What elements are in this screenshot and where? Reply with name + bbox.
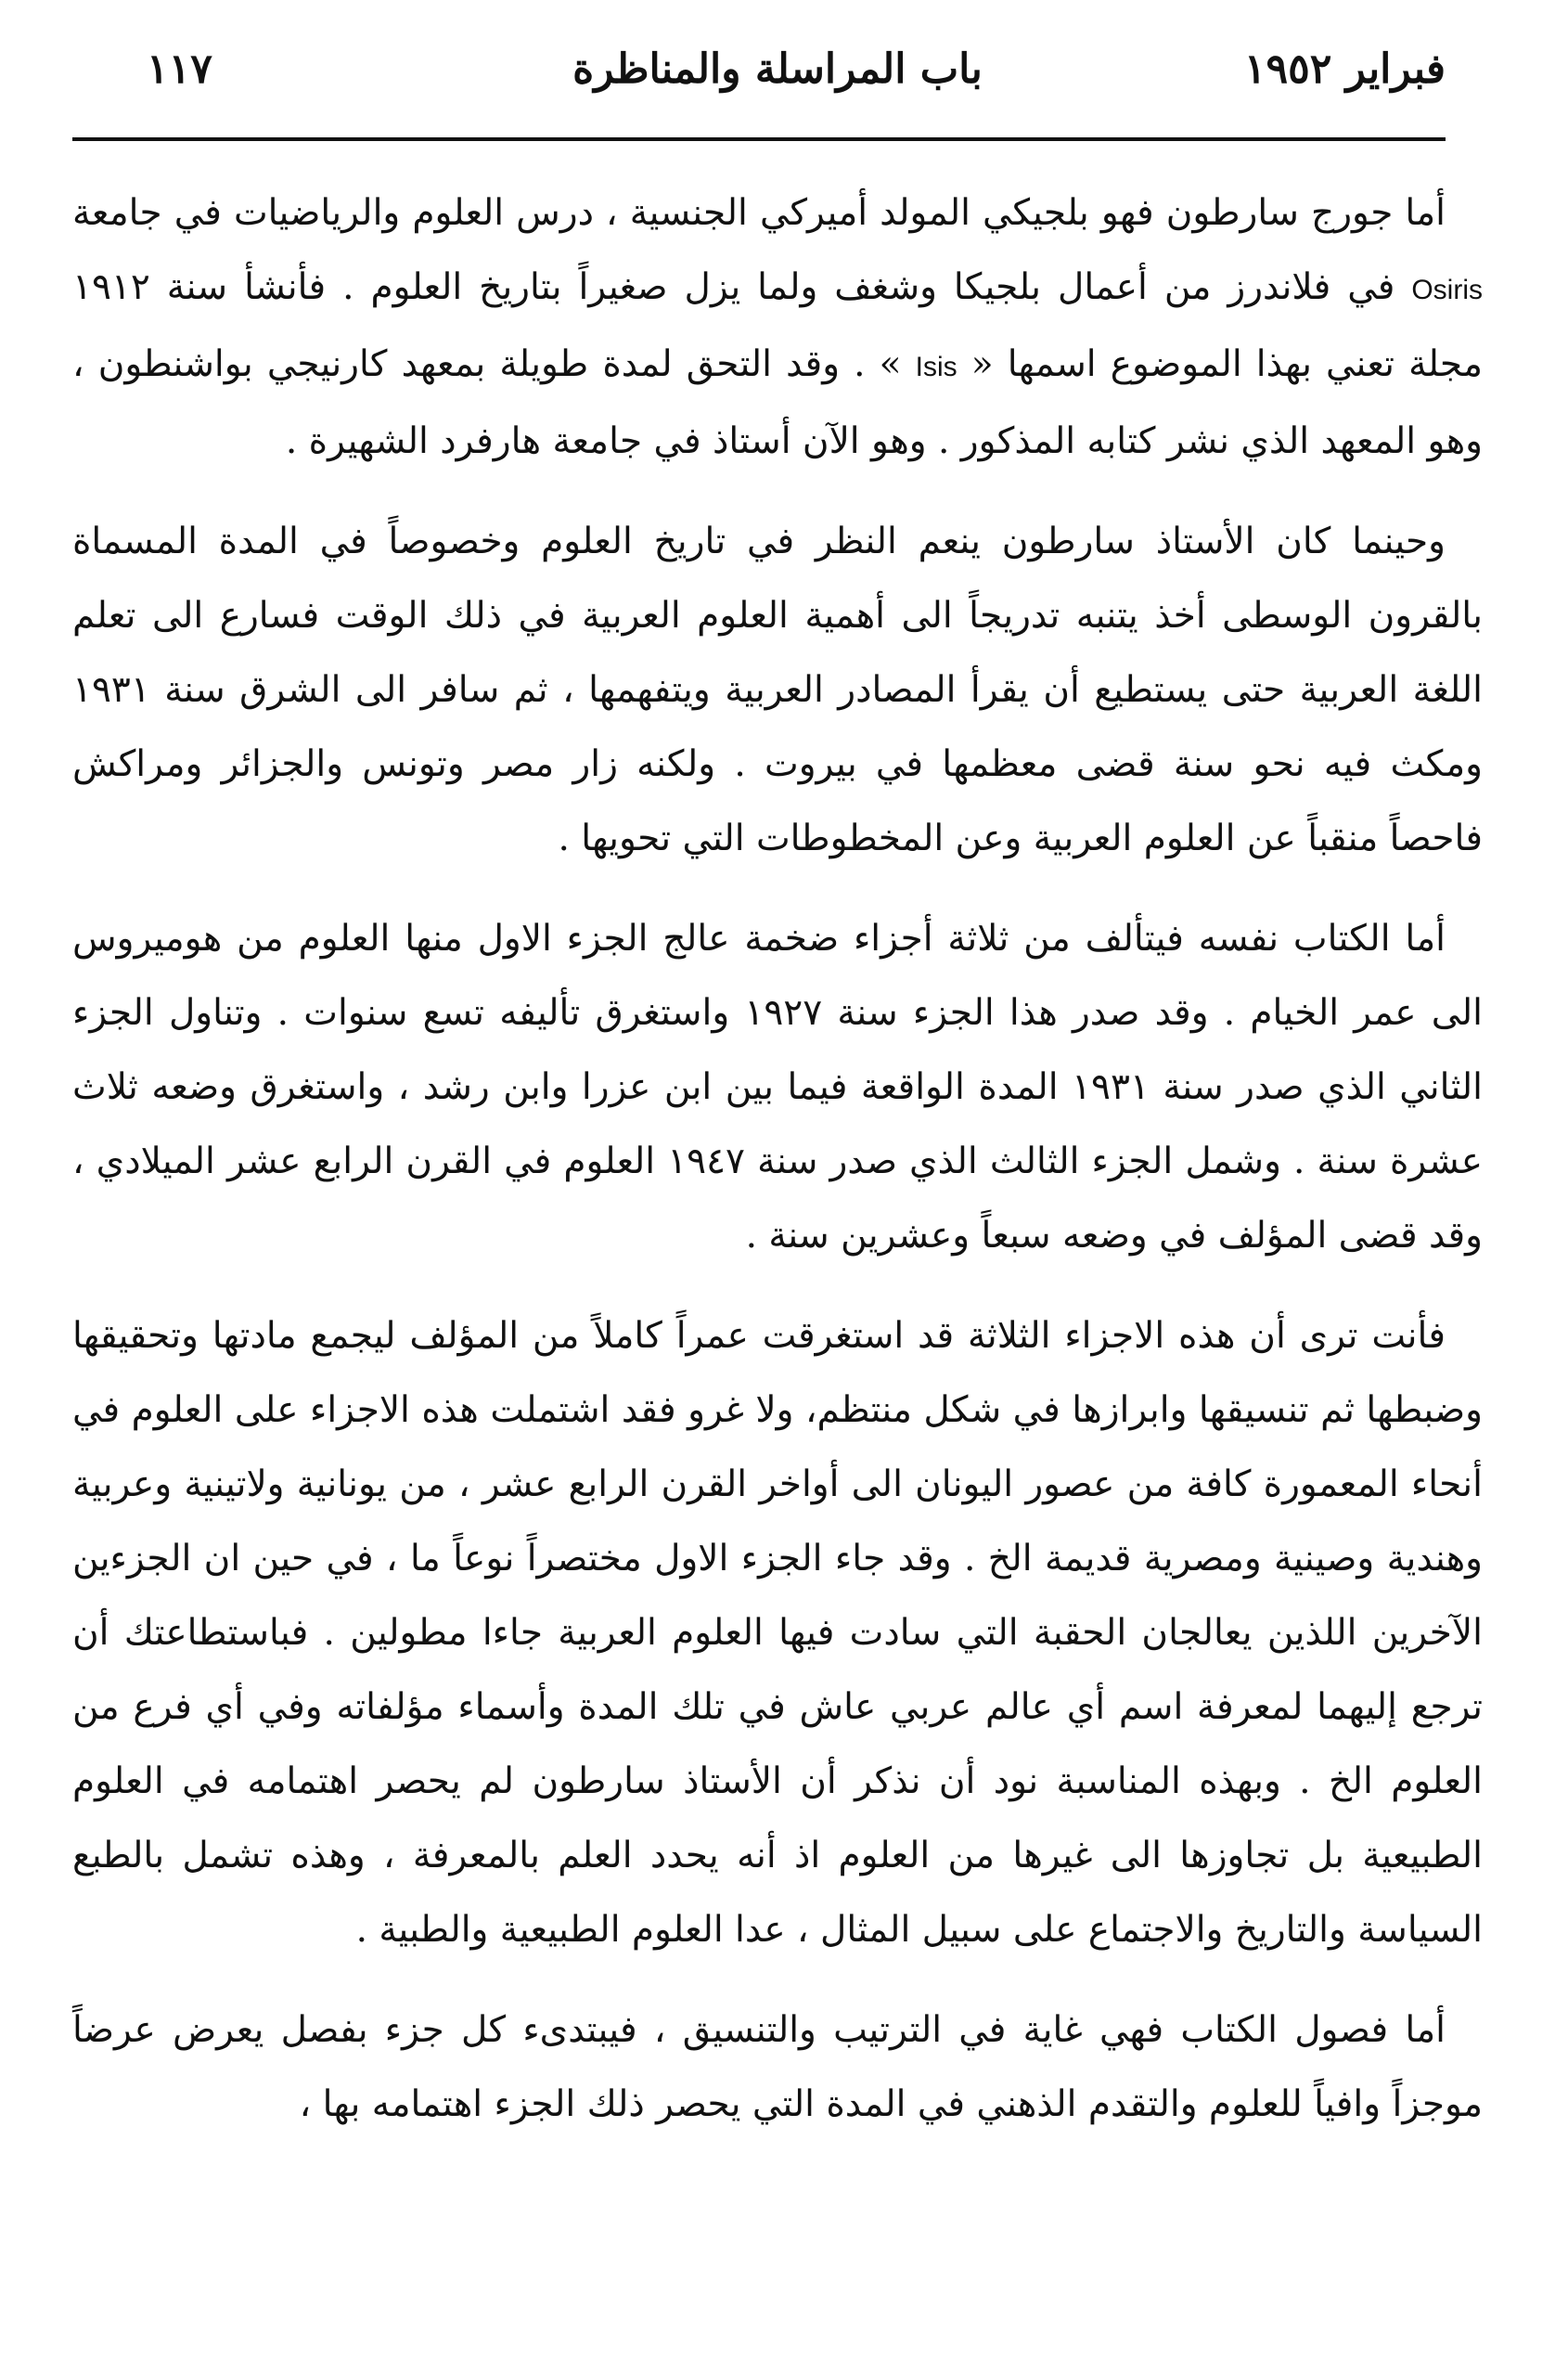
book-page xyxy=(72,37,1483,2339)
page-number: ١١٧ xyxy=(147,45,212,93)
header-rule xyxy=(72,137,1446,141)
paragraph-2: وحينما كان الأستاذ سارطون ينعم النظر في تاريخ العلوم وخصوصاً في المدة المسماة بالقرون الوسطى أخذ يتنبه تدريجاً الى أهمية العلوم العربية في ذلك الوقت فسارع الى تعلم اللغة العربية حتى يستطيع أن يقرأ المصادر العربية ويتفهمها ، ثم سافر الى الشرق سنة ١٩٣١ ومكث فيه نحو سنة قضى معظمها في بيروت . ولكنه زار مصر وتونس والجزائر ومراكش فاحصاً منقباً عن العلوم العربية وعن المخطوطات التي تحويها . xyxy=(72,521,1483,859)
running-header xyxy=(72,37,1483,102)
paragraph-1-part-2: في فلاندرز من أعمال بلجيكا وشغف ولما يزل صغيراً بتاريخ العلوم . فأنشأ سنة ١٩١٢ مجلة تعني بهذا الموضوع اسمها « xyxy=(72,266,1483,385)
article-body xyxy=(72,176,1483,2168)
latin-word-isis: Isis xyxy=(915,352,958,382)
paragraph-4: فأنت ترى أن هذه الاجزاء الثلاثة قد استغرقت عمراً كاملاً من المؤلف ليجمع مادتها وتحقيقها وضبطها ثم تنسيقها وابرازها في شكل منتظم، ولا غرو فقد اشتملت هذه الاجزاء على العلوم في أنحاء المعمورة كافة من عصور اليونان الى أواخر القرن الرابع عشر ، من يونانية ولاتينية وعربية وهندية وصينية ومصرية قديمة الخ . وقد جاء الجزء الاول مختصراً نوعاً ما ، في حين ان الجزءين الآخرين اللذين يعالجان الحقبة التي سادت فيها العلوم العربية جاءا مطولين . فباستطاعتك أن ترجع إليهما لمعرفة اسم أي عالم عربي عاش في تلك المدة وأسماء مؤلفاته وفي أي فرع من العلوم الخ . وبهذه المناسبة نود أن نذكر أن الأستاذ سارطون لم يحصر اهتمامه في العلوم الطبيعية بل تجاوزها الى غيرها من العلوم اذ أنه يحدد العلم بالمعرفة ، وهذه تشمل بالطبع السياسة والتاريخ والاجتماع على سبيل المثال ، عدا العلوم الطبيعية والطبية . xyxy=(72,1315,1483,1951)
header-section-title: باب المراسلة والمناظرة xyxy=(572,45,983,93)
paragraph-1-part-1: أما جورج سارطون فهو بلجيكي المولد أميركي الجنسية ، درس العلوم والرياضيات في جامعة xyxy=(72,192,1446,234)
header-date: فبراير ١٩٥٢ xyxy=(1243,45,1446,93)
paragraph-3: أما الكتاب نفسه فيتألف من ثلاثة أجزاء ضخمة عالج الجزء الاول منها العلوم من هوميروس الى عمر الخيام . وقد صدر هذا الجزء سنة ١٩٢٧ واستغرق تأليفه تسع سنوات . وتناول الجزء الثاني الذي صدر سنة ١٩٣١ المدة الواقعة فيما بين ابن عزرا وابن رشد ، واستغرق وضعه ثلاث عشرة سنة . وشمل الجزء الثالث الذي صدر سنة ١٩٤٧ العلوم في القرن الرابع عشر الميلادي ، وقد قضى المؤلف في وضعه سبعاً وعشرين سنة . xyxy=(72,918,1484,1257)
latin-word-osiris: Osiris xyxy=(1411,275,1483,305)
paragraph-1-part-3: » . وقد التحق لمدة طويلة بمعهد كارنيجي بواشنطون ، وهو المعهد الذي نشر كتابه المذكور . وهو الآن أستاذ في جامعة هارفرد الشهيرة . xyxy=(72,343,1483,462)
paragraph-5: أما فصول الكتاب فهي غاية في الترتيب والتنسيق ، فيبتدىء كل جزء بفصل يعرض عرضاً موجزاً وافياً للعلوم والتقدم الذهني في المدة التي يحصر ذلك الجزء اهتمامه بها ، xyxy=(72,2009,1483,2125)
paragraph-1 xyxy=(72,176,1483,479)
